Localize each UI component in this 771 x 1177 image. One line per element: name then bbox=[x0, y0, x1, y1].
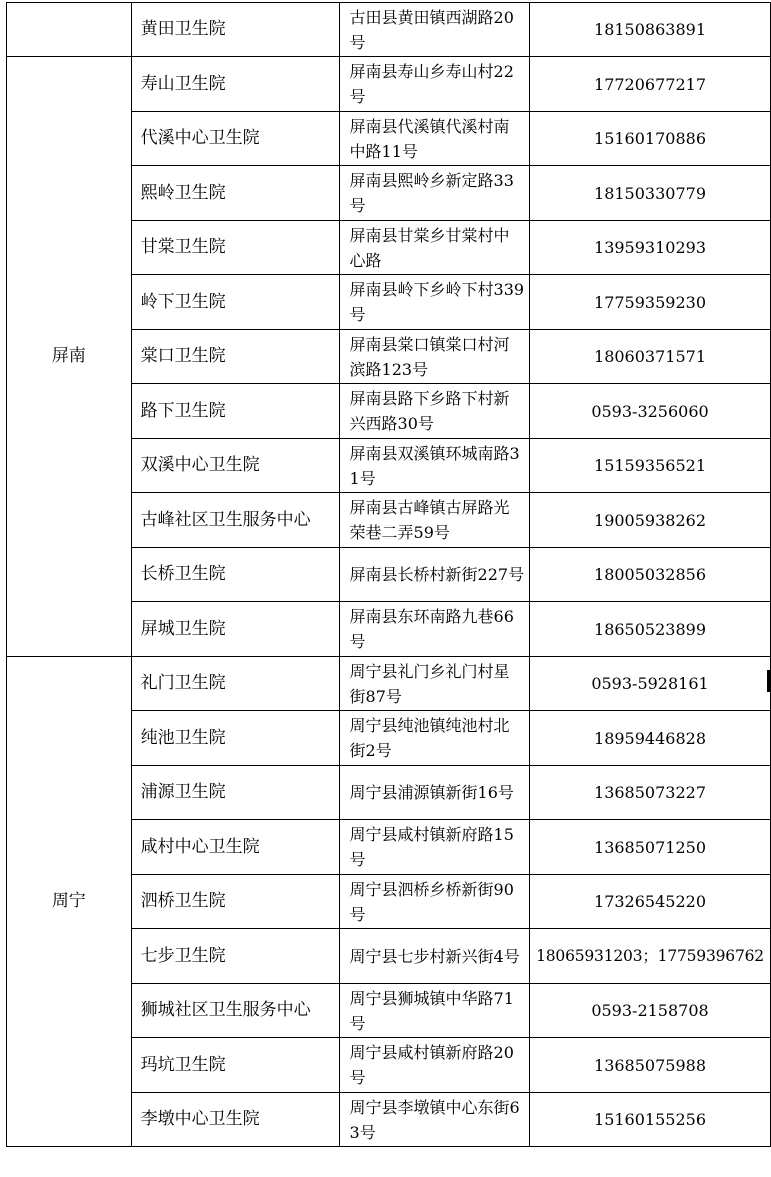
clinic-name-cell: 屏城卫生院 bbox=[131, 602, 339, 657]
clinic-phone-cell: 13959310293 bbox=[530, 221, 771, 275]
clinic-address-cell: 屏南县熙岭乡新定路33号 bbox=[339, 166, 529, 221]
clinic-name-cell: 岭下卫生院 bbox=[131, 275, 339, 330]
clinic-phone-cell: 18959446828 bbox=[530, 711, 771, 766]
clinic-address-cell: 周宁县纯池镇纯池村北街2号 bbox=[339, 711, 529, 766]
clinic-address-cell: 屏南县寿山乡寿山村22号 bbox=[339, 57, 529, 112]
clinic-phone-cell: 18065931203；17759396762 bbox=[530, 929, 771, 984]
clinic-address-cell: 周宁县咸村镇新府路15号 bbox=[339, 820, 529, 875]
clinic-name-cell: 古峰社区卫生服务中心 bbox=[131, 493, 339, 548]
clinic-name-cell: 玛坑卫生院 bbox=[131, 1038, 339, 1093]
clinic-address-cell: 古田县黄田镇西湖路20号 bbox=[339, 3, 529, 57]
clinic-phone-cell: 17326545220 bbox=[530, 875, 771, 929]
clinic-name-cell: 黄田卫生院 bbox=[131, 3, 339, 57]
clinic-phone-cell: 18150330779 bbox=[530, 166, 771, 221]
clinic-address-cell: 屏南县双溪镇环城南路31号 bbox=[339, 439, 529, 493]
clinic-phone-cell: 15160155256 bbox=[530, 1093, 771, 1147]
clinic-name-cell: 寿山卫生院 bbox=[131, 57, 339, 112]
clinic-table bbox=[6, 2, 771, 1147]
clinic-phone-cell: 18005032856 bbox=[530, 548, 771, 602]
document-sheet bbox=[6, 2, 771, 1147]
clinic-address-cell: 屏南县路下乡路下村新兴西路30号 bbox=[339, 384, 529, 439]
clinic-address-cell: 屏南县棠口镇棠口村河滨路123号 bbox=[339, 330, 529, 384]
clinic-phone-cell: 18150863891 bbox=[530, 3, 771, 57]
clinic-address-cell: 周宁县狮城镇中华路71号 bbox=[339, 984, 529, 1038]
clinic-address-cell: 周宁县七步村新兴街4号 bbox=[339, 929, 529, 984]
clinic-phone-cell: 13685075988 bbox=[530, 1038, 771, 1093]
clinic-name-cell: 双溪中心卫生院 bbox=[131, 439, 339, 493]
table-row bbox=[7, 657, 771, 711]
clinic-name-cell: 代溪中心卫生院 bbox=[131, 112, 339, 166]
clinic-address-cell: 屏南县东环南路九巷66号 bbox=[339, 602, 529, 657]
region-cell bbox=[7, 3, 132, 57]
clinic-address-cell: 屏南县长桥村新街227号 bbox=[339, 548, 529, 602]
clinic-address-cell: 屏南县岭下乡岭下村339号 bbox=[339, 275, 529, 330]
clinic-name-cell: 长桥卫生院 bbox=[131, 548, 339, 602]
clinic-phone-cell: 18650523899 bbox=[530, 602, 771, 657]
table-row bbox=[7, 57, 771, 112]
clinic-name-cell: 甘棠卫生院 bbox=[131, 221, 339, 275]
clinic-address-cell: 周宁县李墩镇中心东街63号 bbox=[339, 1093, 529, 1147]
clinic-name-cell: 路下卫生院 bbox=[131, 384, 339, 439]
clinic-phone-cell: 17759359230 bbox=[530, 275, 771, 330]
clinic-phone-cell: 18060371571 bbox=[530, 330, 771, 384]
region-cell: 周宁 bbox=[7, 657, 132, 1147]
clinic-name-cell: 礼门卫生院 bbox=[131, 657, 339, 711]
clinic-address-cell: 周宁县泗桥乡桥新街90号 bbox=[339, 875, 529, 929]
clinic-name-cell: 咸村中心卫生院 bbox=[131, 820, 339, 875]
clinic-phone-cell: 15159356521 bbox=[530, 439, 771, 493]
clinic-address-cell: 屏南县古峰镇古屏路光荣巷二弄59号 bbox=[339, 493, 529, 548]
clinic-name-cell: 棠口卫生院 bbox=[131, 330, 339, 384]
clinic-phone-cell: 13685073227 bbox=[530, 766, 771, 820]
clinic-phone-cell: 15160170886 bbox=[530, 112, 771, 166]
clinic-name-cell: 狮城社区卫生服务中心 bbox=[131, 984, 339, 1038]
clinic-name-cell: 泗桥卫生院 bbox=[131, 875, 339, 929]
clinic-address-cell: 屏南县代溪镇代溪村南中路11号 bbox=[339, 112, 529, 166]
clinic-address-cell: 屏南县甘棠乡甘棠村中心路 bbox=[339, 221, 529, 275]
clinic-name-cell: 熙岭卫生院 bbox=[131, 166, 339, 221]
clinic-address-cell: 周宁县浦源镇新街16号 bbox=[339, 766, 529, 820]
clinic-name-cell: 浦源卫生院 bbox=[131, 766, 339, 820]
table-row bbox=[7, 3, 771, 57]
clinic-phone-cell: 13685071250 bbox=[530, 820, 771, 875]
clinic-phone-cell: 0593-5928161 bbox=[530, 657, 771, 711]
clinic-address-cell: 周宁县礼门乡礼门村星街87号 bbox=[339, 657, 529, 711]
region-cell: 屏南 bbox=[7, 57, 132, 657]
clinic-name-cell: 李墩中心卫生院 bbox=[131, 1093, 339, 1147]
clinic-phone-cell: 0593-3256060 bbox=[530, 384, 771, 439]
clinic-phone-cell: 17720677217 bbox=[530, 57, 771, 112]
margin-mark bbox=[767, 670, 770, 692]
clinic-phone-cell: 19005938262 bbox=[530, 493, 771, 548]
clinic-table-body bbox=[7, 3, 771, 1147]
clinic-name-cell: 七步卫生院 bbox=[131, 929, 339, 984]
clinic-address-cell: 周宁县咸村镇新府路20号 bbox=[339, 1038, 529, 1093]
clinic-name-cell: 纯池卫生院 bbox=[131, 711, 339, 766]
clinic-phone-cell: 0593-2158708 bbox=[530, 984, 771, 1038]
